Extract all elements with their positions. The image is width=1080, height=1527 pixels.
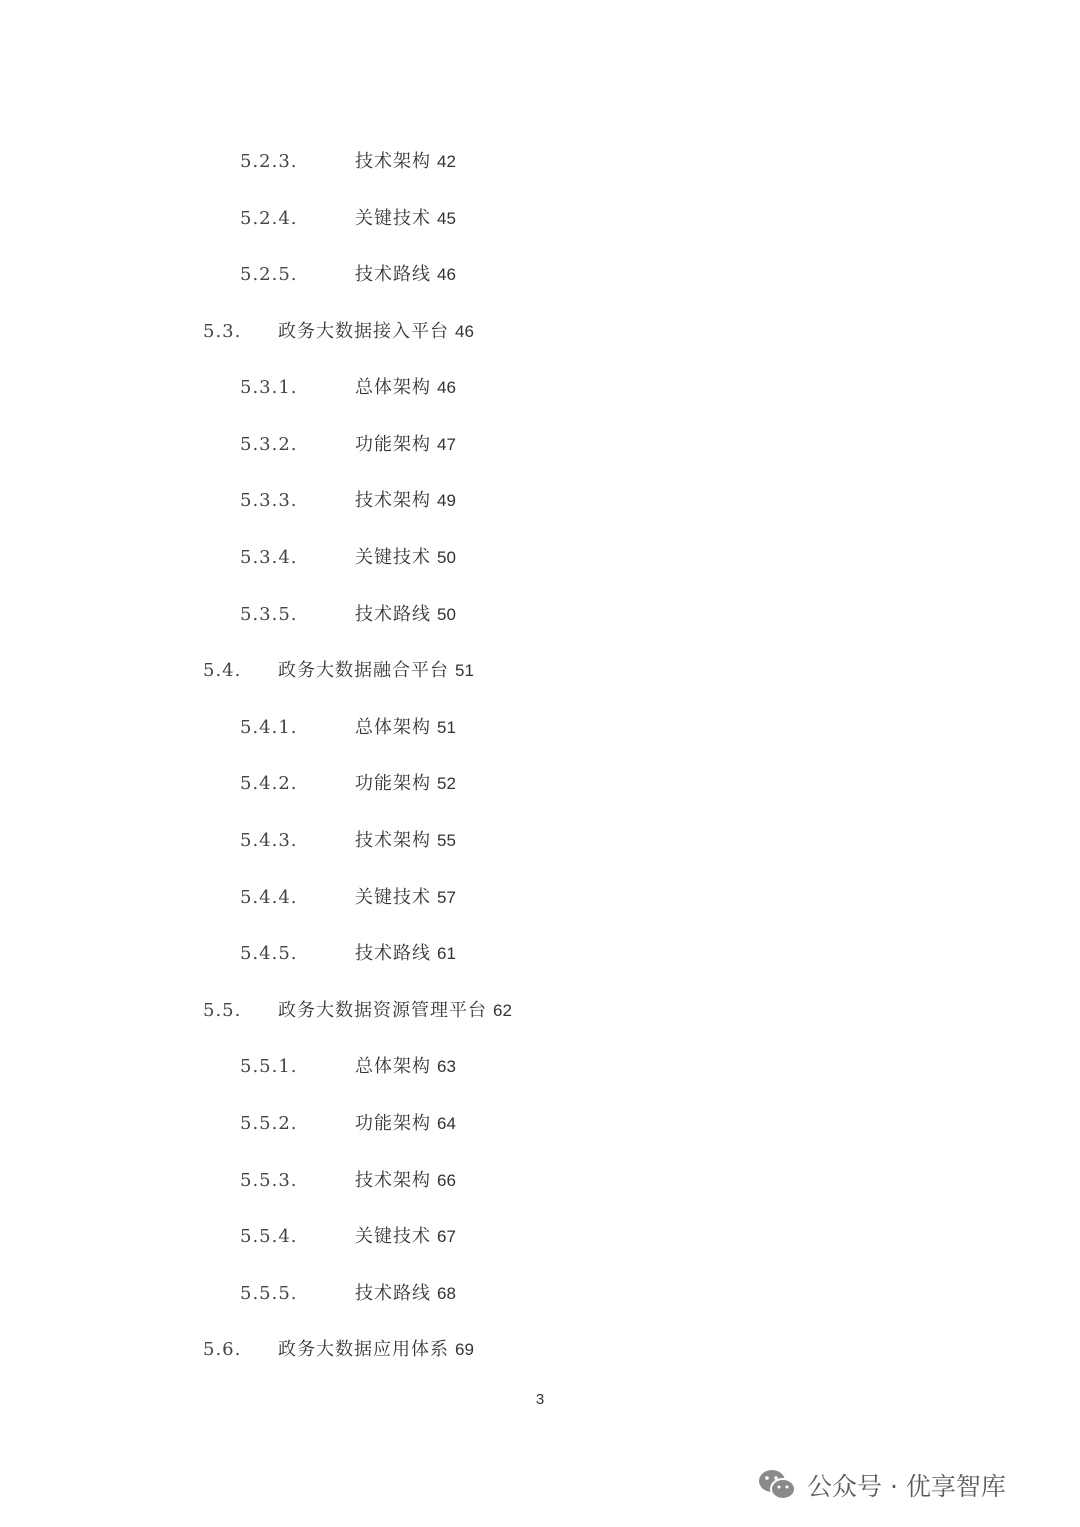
toc-entry	[203, 992, 512, 1022]
toc-entry-title: 关键技术	[355, 887, 431, 908]
toc-entry-number: 5.2.3.	[240, 151, 298, 172]
toc-entry-title: 总体架构	[355, 717, 431, 738]
toc-entry-page: 52	[437, 774, 456, 793]
toc-entry-number: 5.4.2.	[240, 773, 298, 794]
toc-entry-number: 5.4.1.	[240, 717, 298, 738]
toc-entry-number: 5.5.1.	[240, 1056, 298, 1077]
toc-entry-number: 5.3.1.	[240, 377, 298, 398]
toc-entry-page: 42	[437, 152, 456, 171]
toc-entry-title: 技术架构	[355, 1170, 431, 1191]
toc-entry-page: 50	[437, 548, 456, 567]
toc-entry	[240, 200, 456, 230]
toc-entry-number: 5.5.2.	[240, 1113, 298, 1134]
toc-entry-page: 62	[493, 1001, 512, 1020]
toc-entry	[203, 313, 474, 343]
toc-entry-number: 5.3.4.	[240, 547, 298, 568]
toc-entry-page: 45	[437, 209, 456, 228]
toc-entry	[240, 482, 456, 512]
toc-entry-page: 55	[437, 831, 456, 850]
toc-entry-page: 61	[437, 944, 456, 963]
toc-entry-number: 5.2.4.	[240, 208, 298, 229]
toc-entry	[240, 879, 456, 909]
toc-entry-title: 技术路线	[355, 1283, 431, 1304]
toc-entry	[240, 1275, 456, 1305]
toc-entry-page: 63	[437, 1057, 456, 1076]
toc-entry-page: 67	[437, 1227, 456, 1246]
watermark-text: 公众号 · 优享智库	[807, 1472, 1006, 1501]
toc-entry	[240, 1162, 456, 1192]
toc-entry-title: 政务大数据接入平台	[278, 321, 449, 342]
toc-entry-number: 5.3.	[203, 321, 242, 342]
toc-entry-title: 关键技术	[355, 208, 431, 229]
toc-entry-title: 技术路线	[355, 264, 431, 285]
toc-entry-number: 5.4.5.	[240, 943, 298, 964]
toc-entry-page: 68	[437, 1284, 456, 1303]
toc-entry-page: 51	[455, 661, 474, 680]
toc-entry-number: 5.6.	[203, 1339, 242, 1360]
toc-entry-number: 5.2.5.	[240, 264, 298, 285]
toc-entry	[240, 822, 456, 852]
toc-entry	[240, 256, 456, 286]
wechat-icon	[757, 1468, 797, 1502]
toc-entry	[240, 369, 456, 399]
toc-entry-number: 5.4.3.	[240, 830, 298, 851]
toc-entry-page: 66	[437, 1171, 456, 1190]
toc-entry-page: 46	[455, 322, 474, 341]
toc-entry	[240, 596, 456, 626]
toc-entry-number: 5.4.	[203, 660, 242, 681]
toc-entry-title: 技术架构	[355, 151, 431, 172]
toc-entry-page: 47	[437, 435, 456, 454]
toc-entry-title: 政务大数据应用体系	[278, 1339, 449, 1360]
toc-entry-number: 5.3.5.	[240, 604, 298, 625]
toc-entry-title: 政务大数据融合平台	[278, 660, 449, 681]
toc-entry-page: 49	[437, 491, 456, 510]
toc-entry-title: 功能架构	[355, 773, 431, 794]
toc-entry-title: 技术路线	[355, 604, 431, 625]
toc-entry-page: 69	[455, 1340, 474, 1359]
toc-entry	[203, 652, 474, 682]
page-number: 3	[535, 1391, 545, 1408]
toc-entry-page: 57	[437, 888, 456, 907]
toc-entry	[240, 1218, 456, 1248]
toc-entry-page: 46	[437, 378, 456, 397]
toc-entry-title: 功能架构	[355, 1113, 431, 1134]
toc-entry-title: 总体架构	[355, 1056, 431, 1077]
toc-entry	[240, 1048, 456, 1078]
toc-entry-page: 64	[437, 1114, 456, 1133]
toc-entry	[203, 1331, 474, 1361]
toc-entry-title: 总体架构	[355, 377, 431, 398]
toc-entry-page: 50	[437, 605, 456, 624]
toc-entry-title: 技术架构	[355, 490, 431, 511]
toc-entry-page: 46	[437, 265, 456, 284]
toc-entry-page: 51	[437, 718, 456, 737]
toc-entry	[240, 539, 456, 569]
toc-entry-title: 功能架构	[355, 434, 431, 455]
toc-entry	[240, 1105, 456, 1135]
toc-entry	[240, 709, 456, 739]
watermark	[757, 1465, 1006, 1505]
toc-entry	[240, 765, 456, 795]
toc-entry-title: 政务大数据资源管理平台	[278, 1000, 487, 1021]
toc-entry-number: 5.3.3.	[240, 490, 298, 511]
toc-entry-number: 5.5.4.	[240, 1226, 298, 1247]
toc-entry-number: 5.4.4.	[240, 887, 298, 908]
toc-entry-title: 技术路线	[355, 943, 431, 964]
toc-entry-number: 5.5.5.	[240, 1283, 298, 1304]
toc-entry	[240, 143, 456, 173]
toc-entry-number: 5.5.3.	[240, 1170, 298, 1191]
toc-entry-title: 关键技术	[355, 1226, 431, 1247]
toc-entry-title: 技术架构	[355, 830, 431, 851]
toc-entry-title: 关键技术	[355, 547, 431, 568]
toc-entry-number: 5.5.	[203, 1000, 242, 1021]
toc-entry-number: 5.3.2.	[240, 434, 298, 455]
toc-entry	[240, 426, 456, 456]
toc-entry	[240, 935, 456, 965]
